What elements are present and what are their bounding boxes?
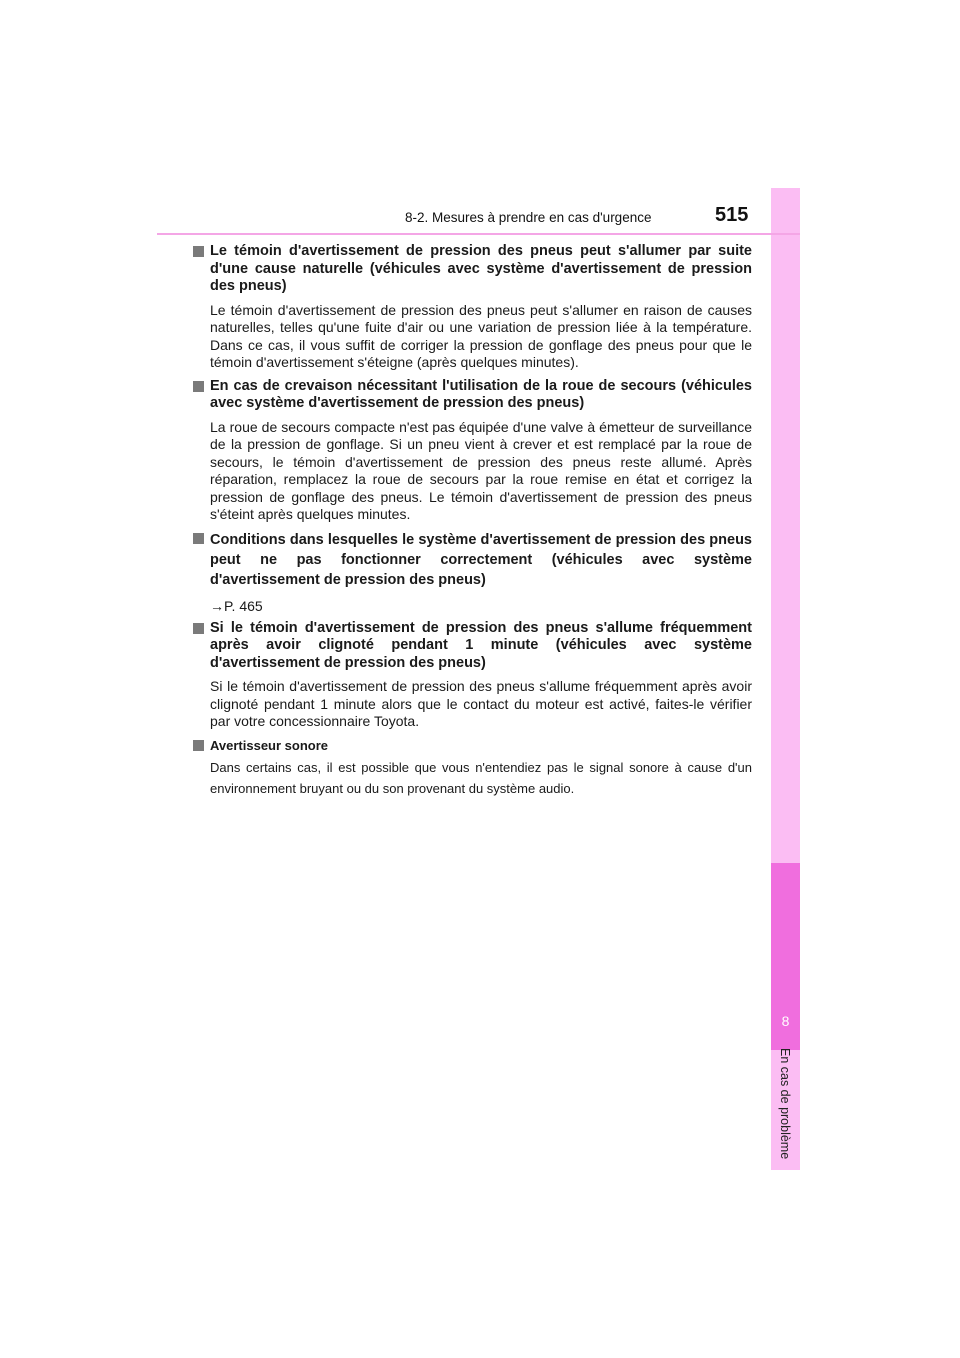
header-divider [157, 233, 800, 235]
item-title [210, 530, 752, 590]
item-frequent-illumination [210, 620, 752, 731]
item-title [210, 378, 752, 413]
item-title-text: Si le témoin d'avertissement de pression des pneus s'allume fréquemment après avoir clignoté pendant 1 minute (véhicules avec système d'avertissement de pression des pneus) [210, 619, 752, 671]
page-number: 515 [715, 204, 749, 226]
section-heading: 8-2. Mesures à prendre en cas d'urgence [405, 210, 652, 225]
page-content [210, 243, 752, 805]
item-tire-warning-natural-cause [210, 243, 752, 372]
square-bullet-icon [193, 740, 204, 751]
item-conditions-malfunction [210, 530, 752, 614]
chapter-number: 8 [781, 1013, 790, 1029]
square-bullet-icon [193, 381, 204, 392]
item-body: La roue de secours compacte n'est pas équipée d'une valve à émetteur de surveillance de la pression de gonflage. Si un pneu vient à crever et est remplacé par la roue de secours, le témoin d'avertissement de pression des pneus reste allumé. Après réparation, remplacez la roue de secours par la roue remise en état et corrigez la pression de gonflage des pneus. Le témoin d'avertissement de pression des pneus s'éteint après quelques minutes. [210, 418, 752, 522]
item-body: Le témoin d'avertissement de pression des pneus peut s'allumer en raison de causes naturelles, telles qu'une fuite d'air ou une variation de pression liée à la température. Dans ce cas, il vous suffit de corriger la pression de gonflage des pneus pour que le témoin d'avertissement s'éteigne (après quelques minutes). [210, 301, 752, 370]
page-reference-link[interactable]: →P. 465 [210, 597, 263, 614]
chapter-side-tab [771, 188, 800, 1170]
square-bullet-icon [193, 623, 204, 634]
item-body: Dans certains cas, il est possible que vous n'entendiez pas le signal sonore à cause d'un environnement bruyant ou du son provenant du système audio. [210, 760, 752, 796]
item-title-text: Conditions dans lesquelles le système d'avertissement de pression des pneus peut ne pas fonctionner correctement (véhicules avec système d'avertissement de pression des pneus) [210, 531, 752, 588]
item-title [210, 243, 752, 296]
square-bullet-icon [193, 533, 204, 544]
item-body: Si le témoin d'avertissement de pression des pneus s'allume fréquemment après avoir clignoté pendant 1 minute alors que le contact du moteur est activé, faites-le vérifier par votre concessionnaire Toyota. [210, 678, 752, 729]
item-title-text: Le témoin d'avertissement de pression des pneus peut s'allumer par suite d'une cause naturelle (véhicules avec système d'avertissement de pression des pneus) [210, 243, 752, 294]
square-bullet-icon [193, 246, 204, 257]
item-title-text: En cas de crevaison nécessitant l'utilisation de la roue de secours (véhicules avec système d'avertissement de pression des pneus) [210, 377, 752, 411]
item-puncture-spare-wheel [210, 378, 752, 524]
chapter-title-text: En cas de problème [778, 1048, 792, 1160]
item-title [210, 620, 752, 673]
item-title-text: Avertisseur sonore [210, 737, 329, 753]
item-buzzer [210, 737, 752, 800]
item-title [210, 737, 752, 755]
